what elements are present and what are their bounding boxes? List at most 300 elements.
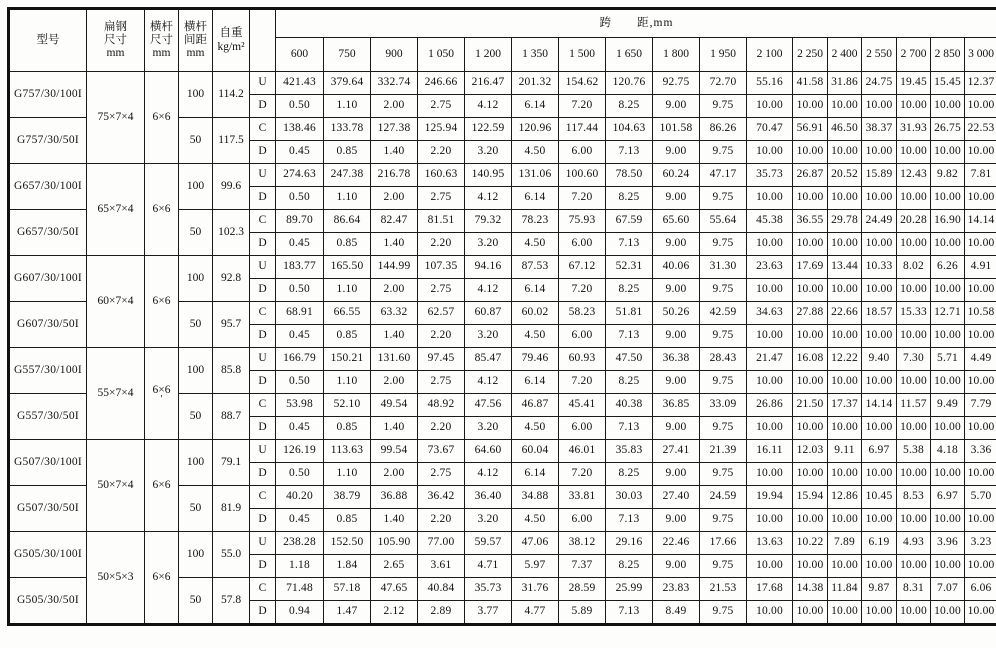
header-span-1950: 1 950: [700, 38, 747, 72]
value-cell: 10.00: [747, 279, 793, 302]
row-label-cell: D: [250, 325, 276, 348]
header-row-label-column: [250, 9, 276, 72]
value-cell: 6.97: [931, 486, 965, 509]
model-cell: G507/30/50I: [9, 486, 87, 532]
value-cell: 201.32: [512, 72, 559, 95]
value-cell: 12.43: [897, 164, 931, 187]
value-cell: 15.89: [862, 164, 897, 187]
value-cell: 9.75: [700, 95, 747, 118]
value-cell: 2.75: [418, 95, 465, 118]
flat-steel-cell: 75×7×4: [87, 72, 145, 164]
value-cell: 68.91: [276, 302, 324, 325]
value-cell: 6.14: [512, 279, 559, 302]
header-line: 自重: [219, 27, 243, 40]
value-cell: 86.26: [700, 118, 747, 141]
value-cell: 1.40: [371, 509, 418, 532]
value-cell: 7.37: [559, 555, 606, 578]
flat-steel-cell: 65×7×4: [87, 164, 145, 256]
value-cell: 10.00: [828, 141, 862, 164]
value-cell: 10.00: [828, 371, 862, 394]
flat-steel-cell: 55×7×4: [87, 348, 145, 440]
value-cell: 1.10: [324, 95, 371, 118]
value-cell: 10.00: [793, 187, 828, 210]
row-label-cell: C: [250, 578, 276, 601]
value-cell: 11.57: [897, 394, 931, 417]
value-cell: 10.00: [897, 95, 931, 118]
value-cell: 47.17: [700, 164, 747, 187]
value-cell: 46.50: [828, 118, 862, 141]
value-cell: 6.19: [862, 532, 897, 555]
value-cell: 10.00: [793, 95, 828, 118]
value-cell: 0.85: [324, 417, 371, 440]
header-span-2250: 2 250: [793, 38, 828, 72]
row-label-cell: C: [250, 118, 276, 141]
value-cell: 17.37: [828, 394, 862, 417]
value-cell: 9.00: [653, 371, 700, 394]
value-cell: 13.44: [828, 256, 862, 279]
value-cell: 10.00: [747, 187, 793, 210]
value-cell: 56.91: [793, 118, 828, 141]
crossbar-cell: 6×6 ': [145, 348, 179, 440]
value-cell: 87.53: [512, 256, 559, 279]
value-cell: 12.86: [828, 486, 862, 509]
value-cell: 65.60: [653, 210, 700, 233]
value-cell: 10.00: [965, 555, 996, 578]
model-cell: G607/30/100I: [9, 256, 87, 302]
spacing-cell: 100: [179, 164, 213, 210]
header-span-750: 750: [324, 38, 371, 72]
header-self-weight: [213, 9, 250, 72]
value-cell: 10.00: [965, 325, 996, 348]
value-cell: 0.50: [276, 463, 324, 486]
value-cell: 7.89: [828, 532, 862, 555]
value-cell: 9.00: [653, 325, 700, 348]
value-cell: 51.81: [606, 302, 653, 325]
value-cell: 6.14: [512, 187, 559, 210]
row-label-cell: U: [250, 72, 276, 95]
header-line: 尺寸: [150, 33, 173, 46]
row-label-cell: D: [250, 187, 276, 210]
value-cell: 2.75: [418, 463, 465, 486]
value-cell: 140.95: [465, 164, 512, 187]
header-model: 型号: [9, 9, 87, 72]
weight-cell: 102.3: [213, 210, 250, 256]
value-cell: 5.97: [512, 555, 559, 578]
row-label-cell: D: [250, 95, 276, 118]
value-cell: 16.11: [747, 440, 793, 463]
value-cell: 10.00: [931, 141, 965, 164]
value-cell: 64.60: [465, 440, 512, 463]
value-cell: 15.94: [793, 486, 828, 509]
value-cell: 60.04: [512, 440, 559, 463]
value-cell: 60.02: [512, 302, 559, 325]
value-cell: 24.75: [862, 72, 897, 95]
value-cell: 0.50: [276, 187, 324, 210]
value-cell: 9.00: [653, 233, 700, 256]
value-cell: 52.10: [324, 394, 371, 417]
value-cell: 46.01: [559, 440, 606, 463]
spacing-cell: 50: [179, 302, 213, 348]
value-cell: 0.45: [276, 509, 324, 532]
value-cell: 67.59: [606, 210, 653, 233]
value-cell: 8.25: [606, 187, 653, 210]
value-cell: 10.00: [965, 279, 996, 302]
value-cell: 9.75: [700, 555, 747, 578]
value-cell: 11.84: [828, 578, 862, 601]
flat-steel-cell: 50×7×4: [87, 440, 145, 532]
value-cell: 332.74: [371, 72, 418, 95]
spacing-cell: 100: [179, 256, 213, 302]
value-cell: 5.71: [931, 348, 965, 371]
value-cell: 20.28: [897, 210, 931, 233]
value-cell: 131.06: [512, 164, 559, 187]
value-cell: 57.18: [324, 578, 371, 601]
value-cell: 17.69: [793, 256, 828, 279]
row-label-cell: U: [250, 164, 276, 187]
crossbar-cell: 6×6: [145, 532, 179, 625]
header-span-600: 600: [276, 38, 324, 72]
value-cell: 3.61: [418, 555, 465, 578]
value-cell: 35.83: [606, 440, 653, 463]
value-cell: 10.00: [828, 325, 862, 348]
row-label-cell: C: [250, 486, 276, 509]
value-cell: 10.00: [931, 555, 965, 578]
value-cell: 31.76: [512, 578, 559, 601]
value-cell: 3.20: [465, 233, 512, 256]
model-cell: G657/30/100I: [9, 164, 87, 210]
value-cell: 10.00: [897, 325, 931, 348]
value-cell: 7.20: [559, 279, 606, 302]
value-cell: 42.59: [700, 302, 747, 325]
value-cell: 85.47: [465, 348, 512, 371]
value-cell: 36.85: [653, 394, 700, 417]
value-cell: 82.47: [371, 210, 418, 233]
value-cell: 9.75: [700, 233, 747, 256]
value-cell: 8.25: [606, 95, 653, 118]
value-cell: 86.64: [324, 210, 371, 233]
flat-steel-cell: 50×5×3: [87, 532, 145, 625]
value-cell: 144.99: [371, 256, 418, 279]
value-cell: 126.19: [276, 440, 324, 463]
value-cell: 9.75: [700, 141, 747, 164]
table-row: [9, 256, 996, 279]
value-cell: 4.50: [512, 417, 559, 440]
value-cell: 10.00: [793, 509, 828, 532]
header-span-2400: 2 400: [828, 38, 862, 72]
value-cell: 131.60: [371, 348, 418, 371]
value-cell: 79.32: [465, 210, 512, 233]
value-cell: 92.75: [653, 72, 700, 95]
value-cell: 10.00: [828, 417, 862, 440]
value-cell: 113.63: [324, 440, 371, 463]
header-line: mm: [106, 47, 125, 60]
model-cell: G757/30/100I: [9, 72, 87, 118]
value-cell: 3.77: [465, 601, 512, 625]
header-crossbar-size: [145, 9, 179, 72]
value-cell: 1.40: [371, 233, 418, 256]
value-cell: 52.31: [606, 256, 653, 279]
value-cell: 10.00: [931, 279, 965, 302]
value-cell: 10.00: [828, 601, 862, 625]
spacing-cell: 50: [179, 394, 213, 440]
value-cell: 120.76: [606, 72, 653, 95]
value-cell: 40.84: [418, 578, 465, 601]
value-cell: 0.45: [276, 325, 324, 348]
row-label-cell: D: [250, 555, 276, 578]
row-label-cell: D: [250, 509, 276, 532]
value-cell: 1.84: [324, 555, 371, 578]
value-cell: 75.93: [559, 210, 606, 233]
value-cell: 10.00: [965, 601, 996, 625]
value-cell: 9.75: [700, 417, 747, 440]
value-cell: 10.00: [965, 371, 996, 394]
value-cell: 33.09: [700, 394, 747, 417]
value-cell: 10.00: [965, 95, 996, 118]
flat-steel-cell: 60×7×4: [87, 256, 145, 348]
value-cell: 10.00: [793, 555, 828, 578]
value-cell: 10.00: [828, 463, 862, 486]
value-cell: 9.75: [700, 279, 747, 302]
value-cell: 2.00: [371, 187, 418, 210]
value-cell: 45.41: [559, 394, 606, 417]
header-flat-steel-size: [87, 9, 145, 72]
value-cell: 165.50: [324, 256, 371, 279]
row-label-cell: U: [250, 256, 276, 279]
value-cell: 27.41: [653, 440, 700, 463]
value-cell: 28.59: [559, 578, 606, 601]
value-cell: 10.00: [931, 509, 965, 532]
spacing-cell: 100: [179, 532, 213, 578]
value-cell: 10.00: [862, 417, 897, 440]
row-label-cell: C: [250, 210, 276, 233]
value-cell: 1.10: [324, 187, 371, 210]
value-cell: 9.00: [653, 187, 700, 210]
value-cell: 10.00: [793, 417, 828, 440]
value-cell: 46.87: [512, 394, 559, 417]
value-cell: 133.78: [324, 118, 371, 141]
value-cell: 60.93: [559, 348, 606, 371]
model-cell: G607/30/50I: [9, 302, 87, 348]
value-cell: 160.63: [418, 164, 465, 187]
value-cell: 21.50: [793, 394, 828, 417]
value-cell: 1.18: [276, 555, 324, 578]
value-cell: 2.20: [418, 233, 465, 256]
model-cell: G557/30/50I: [9, 394, 87, 440]
value-cell: 7.79: [965, 394, 996, 417]
value-cell: 10.00: [747, 371, 793, 394]
value-cell: 71.48: [276, 578, 324, 601]
value-cell: 0.85: [324, 141, 371, 164]
value-cell: 9.00: [653, 279, 700, 302]
value-cell: 10.00: [747, 509, 793, 532]
value-cell: 3.20: [465, 509, 512, 532]
value-cell: 72.70: [700, 72, 747, 95]
value-cell: 4.71: [465, 555, 512, 578]
value-cell: 22.46: [653, 532, 700, 555]
value-cell: 9.82: [931, 164, 965, 187]
value-cell: 14.38: [793, 578, 828, 601]
value-cell: 60.87: [465, 302, 512, 325]
value-cell: 3.20: [465, 141, 512, 164]
value-cell: 10.00: [747, 325, 793, 348]
value-cell: 35.73: [465, 578, 512, 601]
header-crossbar-spacing: [179, 9, 213, 72]
crossbar-cell: 6×6: [145, 256, 179, 348]
value-cell: 4.50: [512, 233, 559, 256]
value-cell: 16.08: [793, 348, 828, 371]
value-cell: 0.50: [276, 95, 324, 118]
value-cell: 10.00: [897, 141, 931, 164]
value-cell: 10.00: [862, 371, 897, 394]
value-cell: 24.49: [862, 210, 897, 233]
value-cell: 12.37: [965, 72, 996, 95]
value-cell: 38.12: [559, 532, 606, 555]
value-cell: 10.00: [862, 187, 897, 210]
value-cell: 4.12: [465, 187, 512, 210]
spacing-cell: 50: [179, 486, 213, 532]
value-cell: 10.00: [747, 233, 793, 256]
grating-load-table: [7, 7, 996, 626]
value-cell: 10.00: [793, 141, 828, 164]
value-cell: 1.40: [371, 141, 418, 164]
value-cell: 40.38: [606, 394, 653, 417]
header-span-1200: 1 200: [465, 38, 512, 72]
value-cell: 4.91: [965, 256, 996, 279]
value-cell: 31.93: [897, 118, 931, 141]
row-label-cell: D: [250, 417, 276, 440]
row-label-cell: D: [250, 233, 276, 256]
value-cell: 10.00: [828, 187, 862, 210]
value-cell: 27.88: [793, 302, 828, 325]
value-cell: 2.20: [418, 325, 465, 348]
model-cell: G757/30/50I: [9, 118, 87, 164]
weight-cell: 99.6: [213, 164, 250, 210]
value-cell: 7.30: [897, 348, 931, 371]
value-cell: 7.13: [606, 233, 653, 256]
value-cell: 152.50: [324, 532, 371, 555]
value-cell: 78.23: [512, 210, 559, 233]
value-cell: 6.00: [559, 233, 606, 256]
value-cell: 36.42: [418, 486, 465, 509]
value-cell: 379.64: [324, 72, 371, 95]
value-cell: 4.93: [897, 532, 931, 555]
value-cell: 73.67: [418, 440, 465, 463]
spacing-cell: 100: [179, 348, 213, 394]
row-label-cell: C: [250, 302, 276, 325]
value-cell: 9.00: [653, 463, 700, 486]
row-label-cell: D: [250, 279, 276, 302]
value-cell: 4.12: [465, 371, 512, 394]
value-cell: 9.00: [653, 95, 700, 118]
value-cell: 36.38: [653, 348, 700, 371]
row-label-cell: U: [250, 348, 276, 371]
value-cell: 1.47: [324, 601, 371, 625]
value-cell: 55.64: [700, 210, 747, 233]
value-cell: 10.00: [965, 509, 996, 532]
value-cell: 4.50: [512, 509, 559, 532]
weight-cell: 117.5: [213, 118, 250, 164]
value-cell: 100.60: [559, 164, 606, 187]
value-cell: 10.00: [862, 233, 897, 256]
value-cell: 183.77: [276, 256, 324, 279]
value-cell: 8.02: [897, 256, 931, 279]
value-cell: 0.50: [276, 279, 324, 302]
value-cell: 3.20: [465, 417, 512, 440]
value-cell: 21.53: [700, 578, 747, 601]
value-cell: 47.56: [465, 394, 512, 417]
value-cell: 7.20: [559, 371, 606, 394]
value-cell: 15.33: [897, 302, 931, 325]
value-cell: 3.20: [465, 325, 512, 348]
value-cell: 29.16: [606, 532, 653, 555]
value-cell: 216.47: [465, 72, 512, 95]
value-cell: 9.00: [653, 555, 700, 578]
crossbar-mark: ': [160, 394, 163, 406]
value-cell: 70.47: [747, 118, 793, 141]
value-cell: 0.45: [276, 417, 324, 440]
value-cell: 7.13: [606, 325, 653, 348]
value-cell: 10.00: [931, 601, 965, 625]
value-cell: 10.00: [862, 509, 897, 532]
value-cell: 10.00: [793, 325, 828, 348]
value-cell: 216.78: [371, 164, 418, 187]
value-cell: 10.00: [862, 601, 897, 625]
value-cell: 10.00: [897, 417, 931, 440]
value-cell: 0.94: [276, 601, 324, 625]
value-cell: 4.49: [965, 348, 996, 371]
row-label-cell: U: [250, 532, 276, 555]
value-cell: 101.58: [653, 118, 700, 141]
value-cell: 36.40: [465, 486, 512, 509]
table-head: [9, 9, 996, 72]
value-cell: 8.25: [606, 371, 653, 394]
value-cell: 9.00: [653, 141, 700, 164]
table-body: [9, 72, 996, 625]
header-line: 尺寸: [104, 33, 127, 46]
value-cell: 8.49: [653, 601, 700, 625]
value-cell: 25.99: [606, 578, 653, 601]
value-cell: 7.13: [606, 141, 653, 164]
value-cell: 79.46: [512, 348, 559, 371]
value-cell: 10.00: [862, 279, 897, 302]
row-label-cell: D: [250, 141, 276, 164]
value-cell: 99.54: [371, 440, 418, 463]
value-cell: 47.06: [512, 532, 559, 555]
value-cell: 10.00: [747, 141, 793, 164]
value-cell: 55.16: [747, 72, 793, 95]
value-cell: 35.73: [747, 164, 793, 187]
value-cell: 22.53: [965, 118, 996, 141]
crossbar-cell: 6×6: [145, 440, 179, 532]
value-cell: 10.33: [862, 256, 897, 279]
value-cell: 27.40: [653, 486, 700, 509]
value-cell: 127.38: [371, 118, 418, 141]
value-cell: 5.89: [559, 601, 606, 625]
value-cell: 14.14: [965, 210, 996, 233]
value-cell: 33.81: [559, 486, 606, 509]
weight-cell: 88.7: [213, 394, 250, 440]
value-cell: 2.00: [371, 279, 418, 302]
row-label-cell: D: [250, 371, 276, 394]
value-cell: 10.00: [747, 95, 793, 118]
value-cell: 17.66: [700, 532, 747, 555]
value-cell: 50.26: [653, 302, 700, 325]
header-span-2700: 2 700: [897, 38, 931, 72]
header-row-1: [9, 9, 996, 38]
value-cell: 10.00: [931, 233, 965, 256]
spacing-cell: 100: [179, 440, 213, 486]
value-cell: 21.47: [747, 348, 793, 371]
